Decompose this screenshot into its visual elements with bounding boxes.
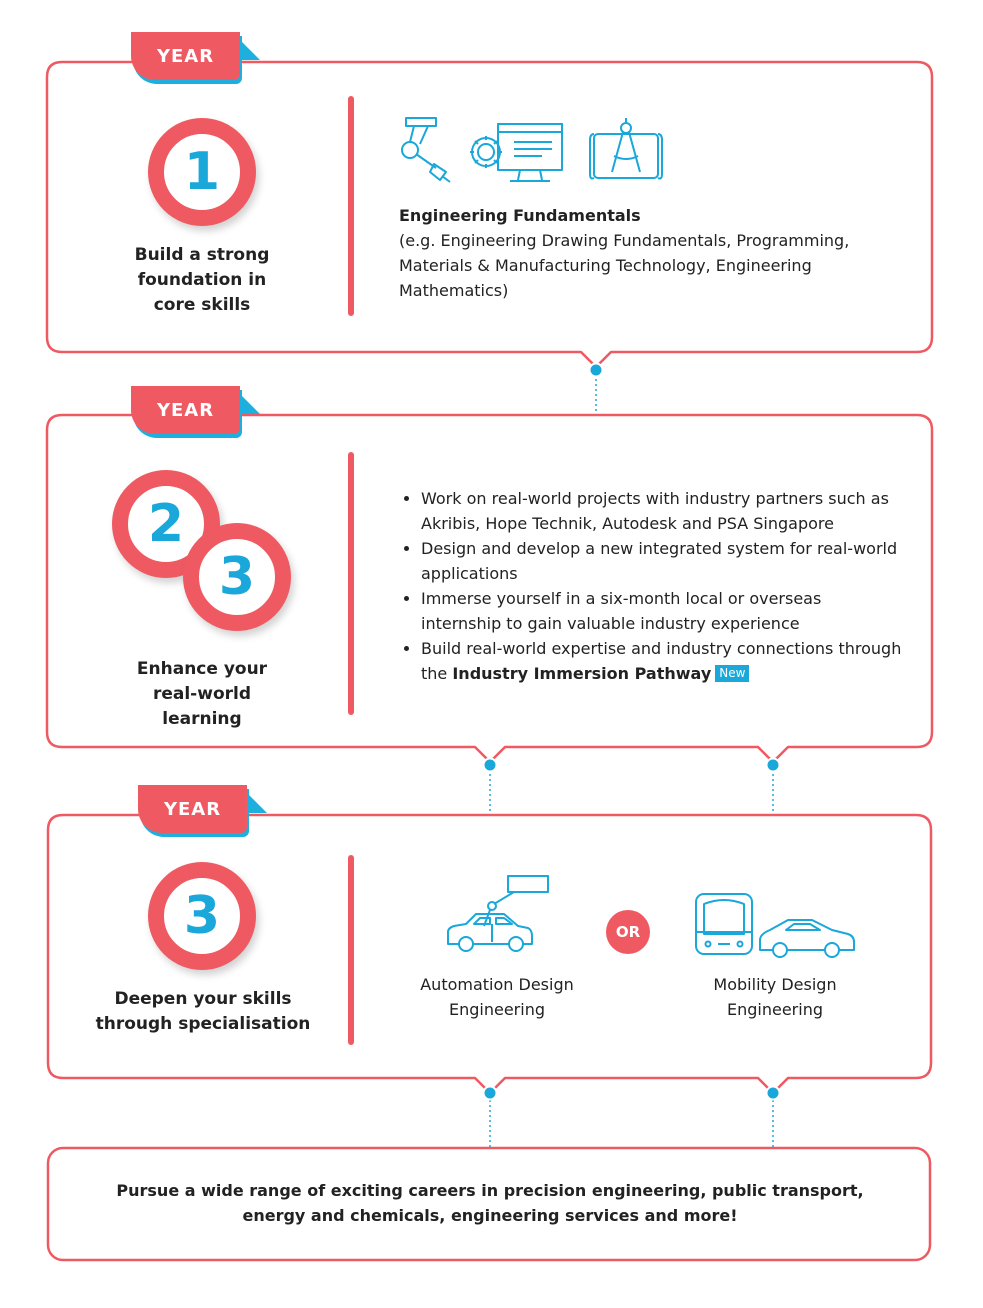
caption-line: Build a strong (134, 245, 270, 265)
caption-line: core skills (153, 295, 251, 315)
careers-text (60, 1178, 920, 1228)
year-tag (131, 32, 240, 80)
caption-line: foundation in (137, 270, 267, 290)
spec-line: Automation Design (420, 975, 574, 994)
spec-line: Engineering (449, 1000, 545, 1019)
divider (348, 452, 354, 715)
year1-title: Engineering Fundamentals (399, 206, 641, 225)
industry-immersion-pathway: Industry Immersion Pathway (452, 664, 712, 683)
year-tag-fold (240, 394, 260, 414)
bullet-item: • Work on real-world projects with industry partners such as Akribis, Hope Technik, Autodesk and PSA Singapore (421, 486, 904, 536)
year-tag-label: YEAR (163, 798, 222, 820)
robot-arm-car-icon (444, 874, 552, 958)
computer-gear-icon (464, 122, 564, 184)
train-car-icon (694, 892, 856, 960)
year3-spec-number-circle (148, 862, 256, 970)
year-tag-label: YEAR (156, 45, 215, 67)
year2-number: 2 (147, 494, 185, 554)
careers-line: Pursue a wide range of exciting careers in precision engineering, public transport, (116, 1181, 864, 1200)
bullet-item: • Immerse yourself in a six-month local or overseas internship to gain valuable industry experience (421, 586, 904, 636)
caption-line: Enhance your (136, 659, 268, 679)
year3-number-circle (183, 523, 291, 631)
year23-caption (112, 657, 292, 732)
caption-line: Deepen your skills (114, 989, 292, 1009)
spec-line: Engineering (727, 1000, 823, 1019)
caption-line: real-world (152, 684, 252, 704)
year1-caption (112, 243, 292, 318)
year1-detail: (e.g. Engineering Drawing Fundamentals, Programming, Materials & Manufacturing Technology, Engineering Mathematics) (399, 231, 850, 300)
mobility-design-label (682, 972, 868, 1022)
connector-dot (767, 759, 780, 772)
bullet-item: • Design and develop a new integrated system for real-world applications (421, 536, 904, 586)
year1-description (399, 203, 879, 303)
year-tag-label: YEAR (156, 399, 215, 421)
year-tag (138, 785, 247, 833)
or-label: OR (615, 923, 641, 941)
spec-line: Mobility Design (713, 975, 837, 994)
connector-dot (484, 1087, 497, 1100)
connector-dot (767, 1087, 780, 1100)
connector-dot (590, 364, 603, 377)
blueprint-compass-icon (588, 116, 664, 184)
year3-spec-number: 3 (183, 886, 221, 946)
new-badge: New (715, 665, 749, 682)
divider (348, 96, 354, 316)
year1-number-circle (148, 118, 256, 226)
year-tag-fold (247, 793, 267, 813)
robot-arm-icon (396, 116, 458, 184)
year3-number: 3 (218, 547, 256, 607)
bullet-text: Build real-world expertise and industry connections through the (421, 639, 902, 683)
or-badge (606, 910, 650, 954)
caption-line: learning (162, 709, 242, 729)
divider (348, 855, 354, 1045)
year-tag-fold (240, 40, 260, 60)
automation-design-label (404, 972, 590, 1022)
connector-dot (484, 759, 497, 772)
careers-line: energy and chemicals, engineering services and more! (242, 1206, 738, 1225)
year3-caption (92, 987, 314, 1037)
year23-bullets (399, 486, 904, 686)
bullet-item (421, 636, 904, 686)
year-tag (131, 386, 240, 434)
caption-line: through specialisation (95, 1014, 311, 1034)
year1-number: 1 (183, 142, 221, 202)
